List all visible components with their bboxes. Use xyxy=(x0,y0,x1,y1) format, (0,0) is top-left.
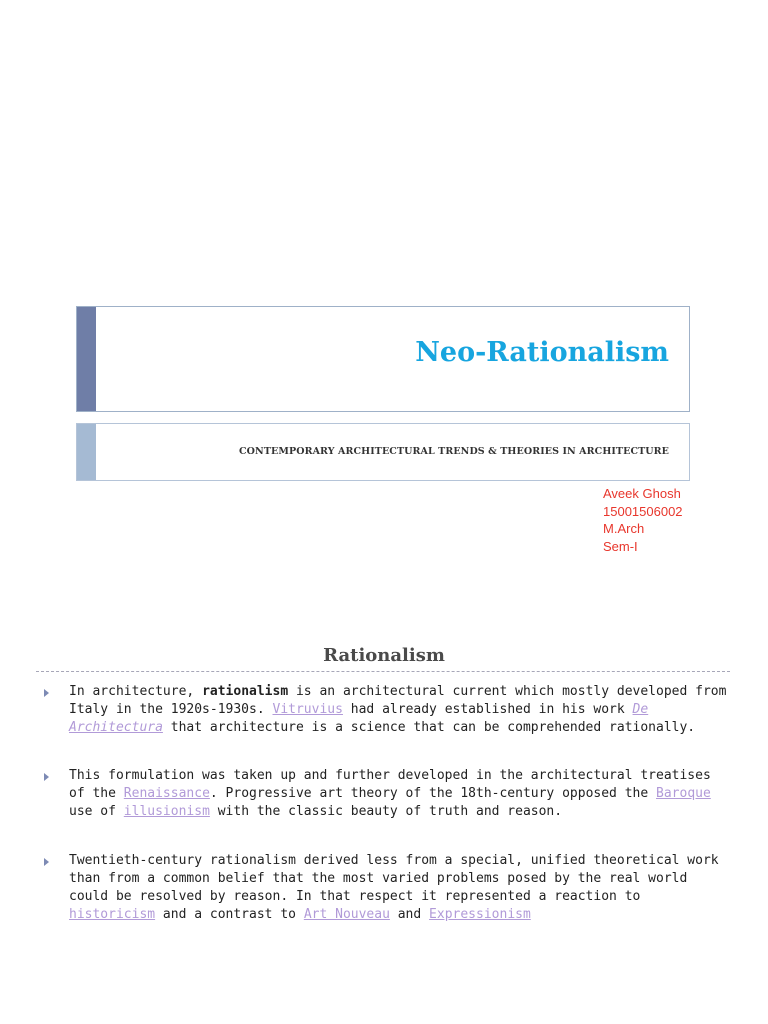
link-baroque[interactable]: Baroque xyxy=(656,786,711,801)
title-accent-bar xyxy=(77,307,96,411)
link-expressionism[interactable]: Expressionism xyxy=(429,907,531,922)
text-run: that architecture is a science that can be comprehended rationally. xyxy=(162,720,696,735)
text-run: . Progressive art theory of the 18th-century opposed the xyxy=(209,786,657,801)
subtitle-accent-bar xyxy=(77,424,96,480)
section-heading: Rationalism xyxy=(323,645,445,666)
bullet-arrow-icon xyxy=(44,858,49,866)
bullet-text xyxy=(69,767,729,821)
text-run: with the classic beauty of truth and reason. xyxy=(209,804,563,819)
text-run: use of xyxy=(69,804,124,819)
text-run: is an architectural current which mostly developed from Italy in the 1920s-1930s. xyxy=(69,684,727,717)
author-course: M.Arch xyxy=(603,521,645,536)
bullet-arrow-icon xyxy=(44,689,49,697)
author-semester: Sem-I xyxy=(603,538,638,554)
heading-divider xyxy=(36,671,730,672)
link-art-nouveau[interactable]: Art Nouveau xyxy=(303,907,390,922)
bullet-text xyxy=(69,683,729,737)
strong-text: rationalism xyxy=(202,684,289,699)
link-renaissance[interactable]: Renaissance xyxy=(123,786,210,801)
link-historicism[interactable]: historicism xyxy=(69,907,156,922)
link-vitruvius[interactable]: Vitruvius xyxy=(272,702,343,717)
link-illusionism[interactable]: illusionism xyxy=(123,804,210,819)
author-info xyxy=(603,485,683,555)
text-run: Twentieth-century rationalism derived less from a special, unified theoretical work than from a common belief that the most varied problems posed by the real world could be resolved by reason. In that respect it represented a reaction to xyxy=(69,853,719,904)
text-run: This formulation was taken up and further developed in the architectural treatises of the xyxy=(69,768,711,801)
text-run: and xyxy=(389,907,430,922)
author-roll-number: 15001506002 xyxy=(603,503,683,519)
subtitle-box xyxy=(76,423,690,481)
presentation-title: Neo-Rationalism xyxy=(415,337,669,368)
bullet-text xyxy=(69,852,729,924)
link-de-architectura[interactable]: De Architectura xyxy=(69,702,649,735)
text-run: had already established in his work xyxy=(342,702,633,717)
presentation-subtitle: CONTEMPORARY ARCHITECTURAL TRENDS & THEORIES IN ARCHITECTURE xyxy=(239,446,669,457)
author-name: Aveek Ghosh xyxy=(603,486,681,501)
text-run: In architecture, xyxy=(69,684,203,699)
title-box xyxy=(76,306,690,412)
text-run: and a contrast to xyxy=(155,907,304,922)
bullet-arrow-icon xyxy=(44,773,49,781)
